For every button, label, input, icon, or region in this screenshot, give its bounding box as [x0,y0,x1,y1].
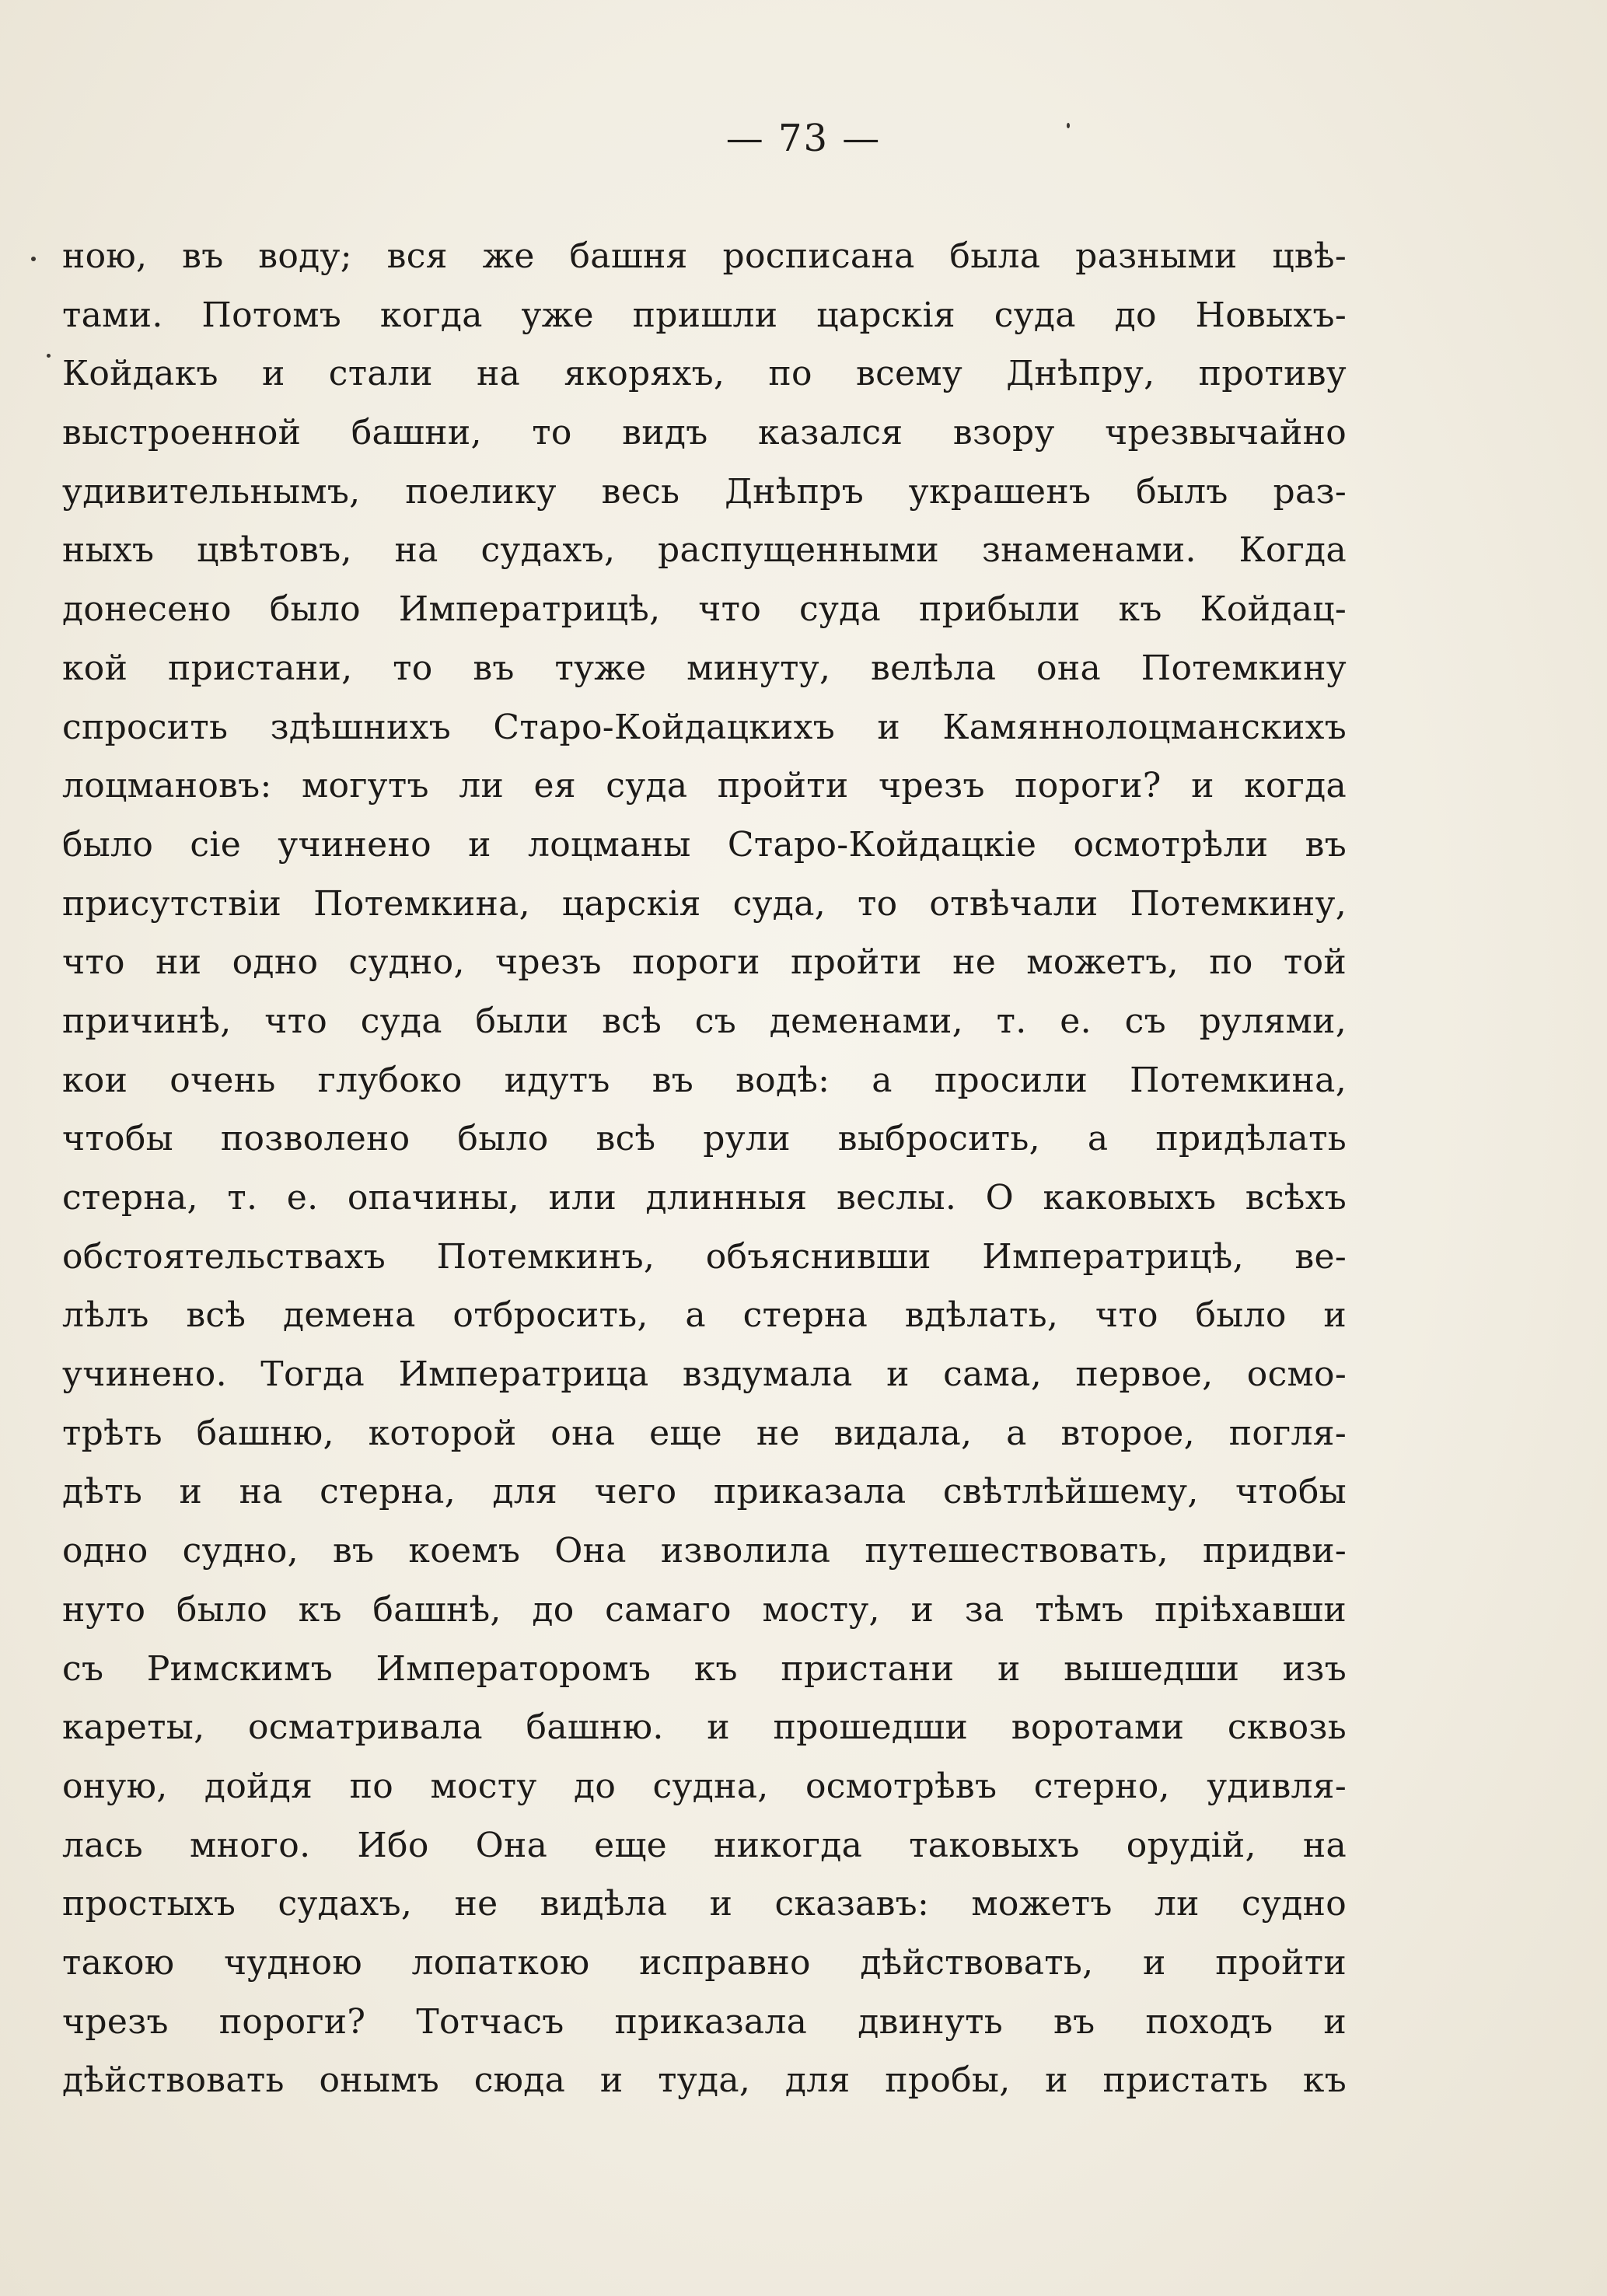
body-text [62,227,1347,2110]
text-line: дѣйствовать онымъ сюда и туда, для пробы, и пристать къ [62,2060,1347,2101]
text-line: оную, дойдя по мосту до судна, осмотрѣвъ стерно, удивля- [62,1766,1347,1806]
text-line: одно судно, въ коемъ Она изволила путешествовать, придви- [62,1531,1347,1571]
text-line: кареты, осматривала башню. и прошедши воротами сквозь [62,1707,1347,1748]
text-line: нуто было къ башнѣ, до самаго мосту, и за тѣмъ пріѣхавши [62,1589,1347,1630]
text-line: чрезъ пороги? Тотчасъ приказала двинуть въ походъ и [62,2001,1347,2042]
text-line: Койдакъ и стали на якоряхъ, по всему Днѣпру, противу [62,354,1347,394]
text-line: простыхъ судахъ, не видѣла и сказавъ: можетъ ли судно [62,1884,1347,1924]
text-line: тами. Потомъ когда уже пришли царскія суда до Новыхъ- [62,295,1347,335]
ink-speck [31,257,36,261]
text-line: лась много. Ибо Она еще никогда таковыхъ орудій, на [62,1825,1347,1865]
text-line: кой пристани, то въ туже минуту, велѣла она Потемкину [62,648,1347,688]
text-line: ныхъ цвѣтовъ, на судахъ, распущенными знаменами. Когда [62,530,1347,571]
text-line: лѣлъ всѣ демена отбросить, а стерна вдѣлать, что было и [62,1295,1347,1336]
text-line: донесено было Императрицѣ, что суда прибыли къ Койдац- [62,589,1347,630]
text-line: чтобы позволено было всѣ рули выбросить, а придѣлать [62,1119,1347,1159]
text-line: трѣть башню, которой она еще не видала, а второе, погля- [62,1413,1347,1453]
text-line: ною, въ воду; вся же башня росписана была разными цвѣ- [62,236,1347,276]
text-line: было сіе учинено и лоцманы Старо-Койдацкіе осмотрѣли въ [62,824,1347,865]
text-line: такою чудною лопаткою исправно дѣйствовать, и пройти [62,1942,1347,1983]
text-line: что ни одно судно, чрезъ пороги пройти не можетъ, по той [62,942,1347,983]
text-line: присутствіи Потемкина, царскія суда, то отвѣчали Потемкину, [62,883,1347,924]
text-line: кои очень глубоко идутъ въ водѣ: а просили Потемкина, [62,1060,1347,1100]
text-line: удивительнымъ, поелику весь Днѣпръ украшенъ былъ раз- [62,471,1347,512]
text-line: спросить здѣшнихъ Старо-Койдацкихъ и Камяннолоцманскихъ [62,707,1347,747]
text-line: причинѣ, что суда были всѣ съ деменами, т. е. съ рулями, [62,1001,1347,1041]
page-number: — 73 — [725,117,882,160]
text-line: выстроенной башни, то видъ казался взору чрезвычайно [62,413,1347,453]
text-line: дѣть и на стерна, для чего приказала свѣтлѣйшему, чтобы [62,1472,1347,1512]
text-line: обстоятельствахъ Потемкинъ, объяснивши Императрицѣ, ве- [62,1236,1347,1277]
text-line: стерна, т. е. опачины, или длинныя веслы. О каковыхъ всѣхъ [62,1178,1347,1218]
text-line: съ Римскимъ Императоромъ къ пристани и вышедши изъ [62,1648,1347,1689]
ink-speck [47,354,51,358]
text-line: учинено. Тогда Императрица вздумала и сама, первое, осмо- [62,1354,1347,1395]
text-line: лоцмановъ: могутъ ли ея суда пройти чрезъ пороги? и когда [62,766,1347,806]
ink-speck [1067,123,1070,128]
